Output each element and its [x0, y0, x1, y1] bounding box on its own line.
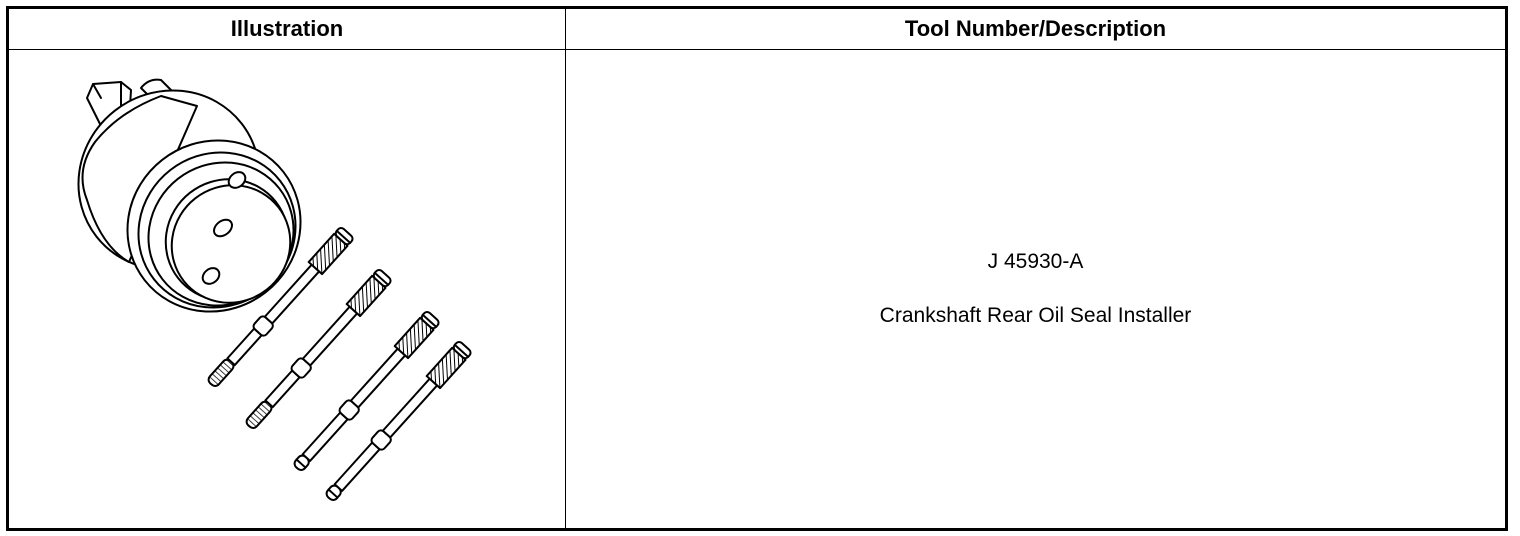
seal-installer-illustration — [9, 50, 565, 526]
tool-description-cell — [566, 50, 1507, 530]
tool-number: J 45930-A — [987, 250, 1084, 273]
tool-table — [6, 6, 1508, 531]
tool-description: Crankshaft Rear Oil Seal Installer — [879, 304, 1192, 327]
illustration-cell — [8, 50, 566, 530]
table-header-row — [8, 8, 1507, 50]
illustration-header: Illustration — [8, 8, 566, 50]
tool-header: Tool Number/Description — [566, 8, 1507, 50]
table-row — [8, 50, 1507, 530]
